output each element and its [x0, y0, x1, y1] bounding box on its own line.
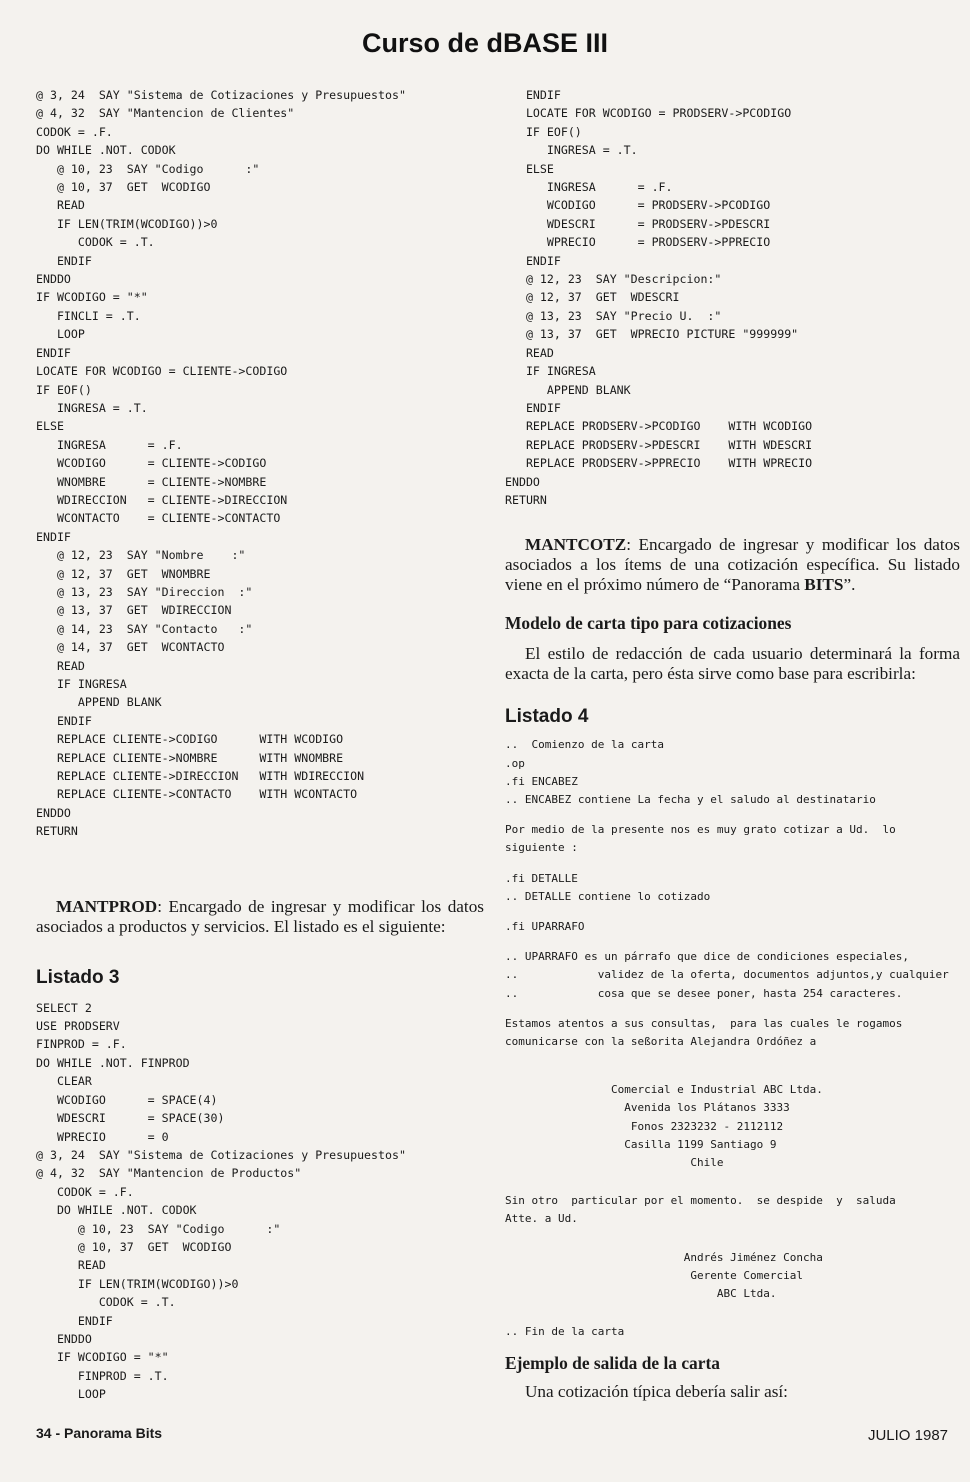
mantcotz-text-1: : Encargado de ingresar y modificar los datos asociados a los ítems de una cotización específica. Su listado viene en el próximo número de “Panorama: [505, 535, 960, 595]
page-title: Curso de dBASE III: [361, 28, 609, 58]
code-listing-mantprod-cont: ENDIF LOCATE FOR WCODIGO = PRODSERV->PCODIGO IF EOF() INGRESA = .T. ELSE INGRESA = .F. WCODIGO = PRODSERV->PCODIGO WDESCRI = PRODSERV->PDESCRI WPRECIO = PRODSERV->PPRECIO ENDIF @ 12, 23 SAY "Descripcion:" @ 12, 37 GET WDESCRI @ 13, 23 SAY "Precio U. :" @ 13, 37 GET WPRECIO PICTURE "999999" READ IF INGRESA APPEND BLANK ENDIF REPLACE PRODSERV->PCODIGO WITH WCODIGO REPLACE PRODSERV->PDESCRI WITH WDESCRI REPLACE PRODSERV->PPRECIO WITH WPRECIO ENDDO RETURN: [505, 88, 813, 507]
mantprod-paragraph: [36, 897, 484, 937]
issue-date-label: JULIO 1987: [867, 1427, 948, 1444]
letter-end-command: .. Fin de la carta: [505, 1325, 625, 1339]
letter-address: Comercial e Industrial ABC Ltda. Avenida los Plátanos 3333 Fonos 2323232 - 2112112 Casilla 1199 Santiago 9 Chile: [610, 1083, 823, 1169]
mantcotz-paragraph: [505, 535, 960, 595]
code-listing-mantcli: @ 3, 24 SAY "Sistema de Cotizaciones y Presupuestos" @ 4, 32 SAY "Mantencion de Clientes" CODOK = .F. DO WHILE .NOT. CODOK @ 10, 23 SAY "Codigo :" @ 10, 37 GET WCODIGO READ IF LEN(TRIM(WCODIGO))>0 CODOK = .T. ENDIF ENDDO IF WCODIGO = "*" FINCLI = .T. LOOP ENDIF LOCATE FOR WCODIGO = CLIENTE->CODIGO IF EOF() INGRESA = .T. ELSE INGRESA = .F. WCODIGO = CLIENTE->CODIGO WNOMBRE = CLIENTE->NOMBRE WDIRECCION = CLIENTE->DIRECCION WCONTACTO = CLIENTE->CONTACTO ENDIF @ 12, 23 SAY "Nombre :" @ 12, 37 GET WNOMBRE @ 13, 23 SAY "Direccion :" @ 13, 37 GET WDIRECCION @ 14, 23 SAY "Contacto :" @ 14, 37 GET WCONTACTO READ IF INGRESA APPEND BLANK ENDIF REPLACE CLIENTE->CODIGO WITH WCODIGO REPLACE CLIENTE->NOMBRE WITH WNOMBRE REPLACE CLIENTE->DIRECCION WITH WDIRECCION REPLACE CLIENTE->CONTACTO WITH WCONTACTO ENDDO RETURN: [36, 88, 406, 839]
mantcotz-term: MANTCOTZ: [525, 535, 627, 555]
left-column: [36, 86, 484, 1404]
letter-detail-commands: .fi DETALLE .. DETALLE contiene lo cotizado: [505, 871, 711, 903]
letter-signature: Andrés Jiménez Concha Gerente Comercial ABC Ltda.: [683, 1250, 823, 1301]
ejemplo-heading: Ejemplo de salida de la carta: [505, 1353, 720, 1374]
right-column: [505, 86, 960, 1402]
mantcotz-bits: BITS: [804, 575, 844, 595]
letter-contact: Estamos atentos a sus consultas, para las cuales le rogamos comunicarse con la seßorita Alejandra Ordóñez a: [505, 1016, 903, 1048]
ejemplo-paragraph: Una cotización típica debería salir así:: [525, 1382, 788, 1402]
letter-intro: Por medio de la presente nos es muy grato cotizar a Ud. lo siguiente :: [505, 823, 896, 855]
mantcotz-text-2: ”.: [843, 575, 856, 595]
modelo-paragraph: El estilo de redacción de cada usuario determinará la forma exacta de la carta, pero ésta sirve como base para escribirla:: [505, 644, 960, 684]
mantprod-text: : Encargado de ingresar y modificar los datos asociados a productos y servicios. El listado es el siguiente:: [36, 896, 484, 936]
page-number-label: 34 - Panorama Bits: [36, 1425, 163, 1441]
letter-uparrafo-comment: .. UPARRAFO es un párrafo que dice de condiciones especiales, .. validez de la oferta, documentos adjuntos,y cualquier .. cosa que se desee poner, hasta 254 caracteres.: [505, 950, 949, 1000]
code-listing-3: SELECT 2 USE PRODSERV FINPROD = .F. DO WHILE .NOT. FINPROD CLEAR WCODIGO = SPACE(4) WDESCRI = SPACE(30) WPRECIO = 0 @ 3, 24 SAY "Sistema de Cotizaciones y Presupuestos" @ 4, 32 SAY "Mantencion de Productos" CODOK = .F. DO WHILE .NOT. CODOK @ 10, 23 SAY "Codigo :" @ 10, 37 GET WCODIGO READ IF LEN(TRIM(WCODIGO))>0 CODOK = .T. ENDIF ENDDO IF WCODIGO = "*" FINPROD = .T. LOOP: [36, 1000, 406, 1402]
letter-uparrafo-command: .fi UPARRAFO: [505, 919, 585, 933]
letter-template: [505, 736, 960, 1341]
mantprod-term: MANTPROD: [56, 896, 158, 916]
listado-3-title: Listado 3: [36, 966, 120, 988]
listado-4-title: Listado 4: [505, 706, 589, 728]
letter-header-commands: .. Comienzo de la carta .op .fi ENCABEZ .. ENCABEZ contiene La fecha y el saludo al destinatario: [505, 738, 876, 806]
modelo-heading: Modelo de carta tipo para cotizaciones: [505, 613, 792, 634]
letter-closing: Sin otro particular por el momento. se despide y saluda Atte. a Ud.: [505, 1194, 896, 1226]
